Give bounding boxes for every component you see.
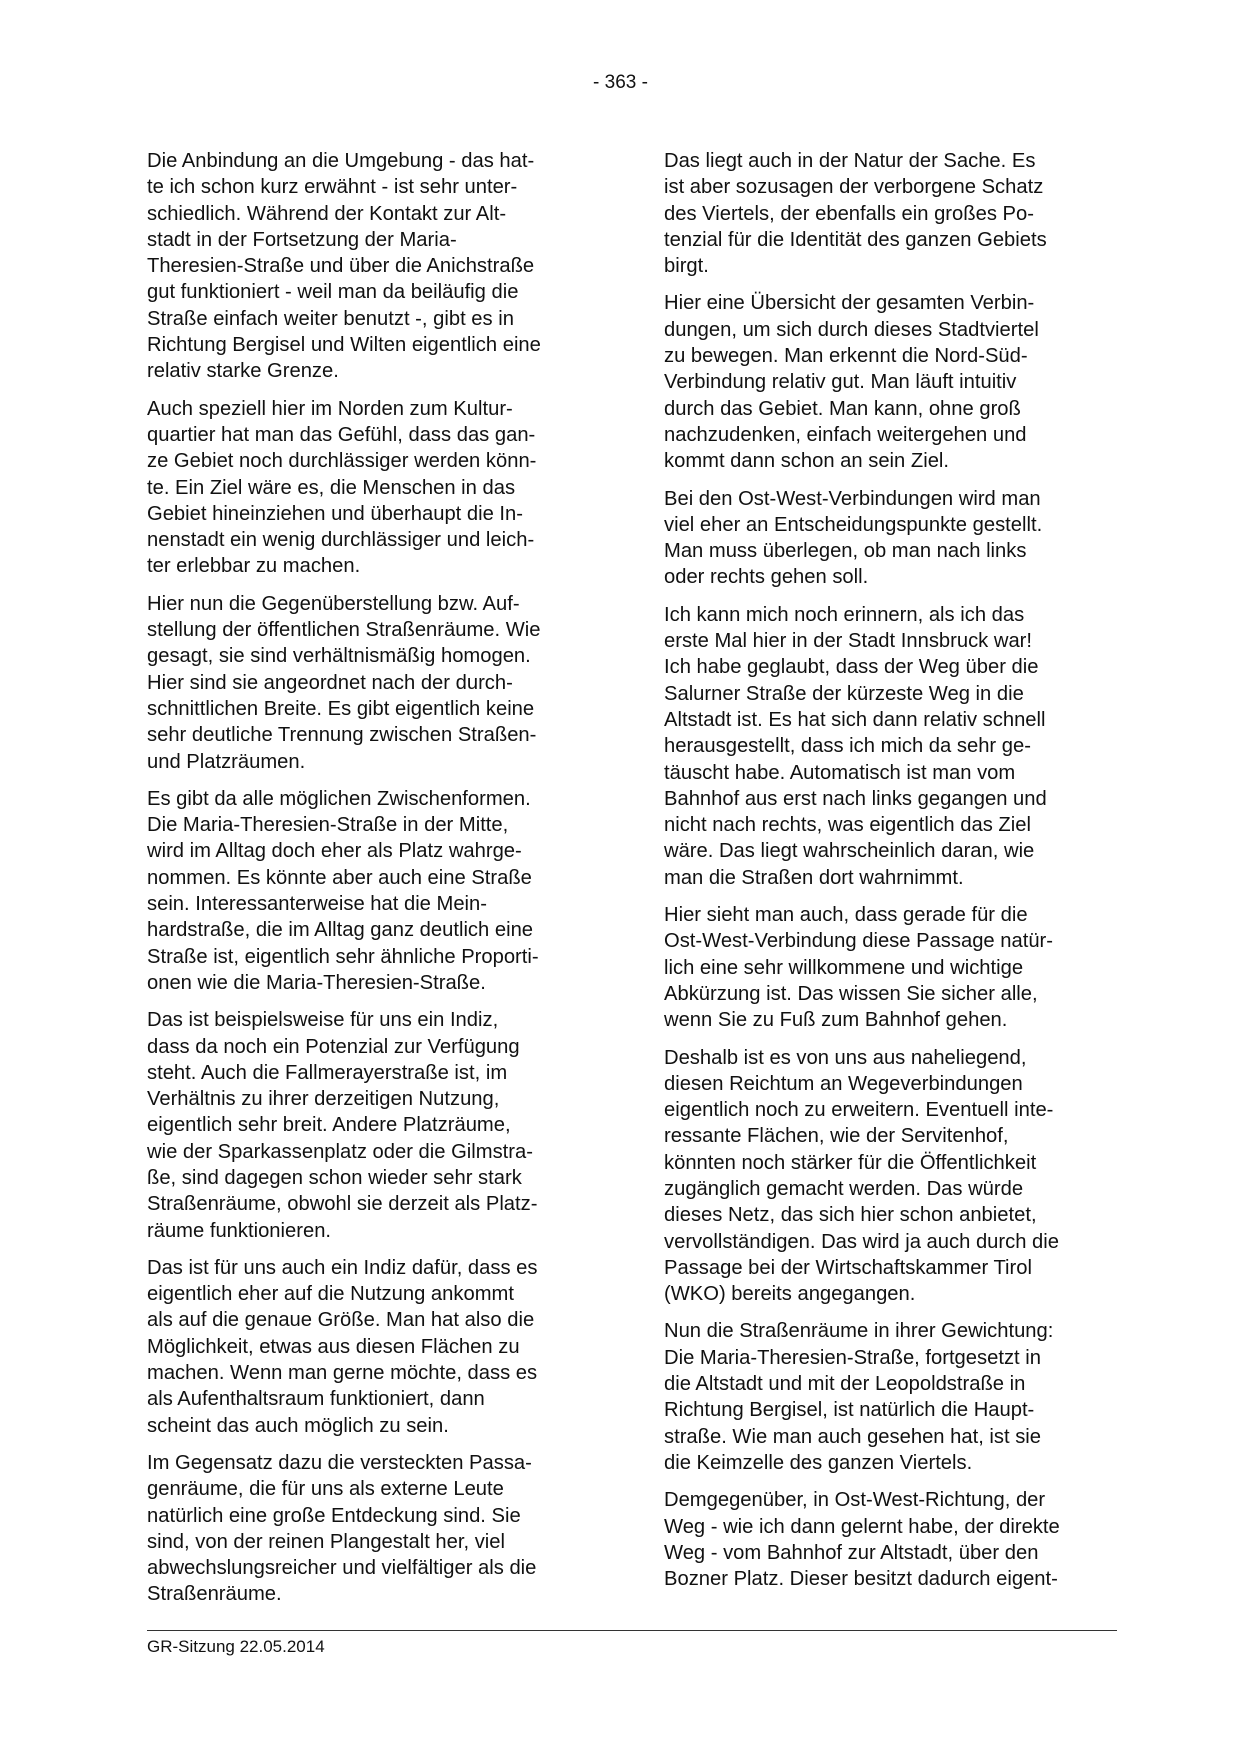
left-column xyxy=(147,148,597,1619)
footer-session-date: GR-Sitzung 22.05.2014 xyxy=(147,1637,325,1656)
paragraph: Im Gegensatz dazu die versteckten Passa- genräume, die für uns als externe Leute natürlich eine große Entdeckung sind. Sie sind, von der reinen Plangestalt her, viel abwechslungsreicher und vielfältiger als die Straßenräume. xyxy=(147,1451,537,1606)
paragraph: Hier eine Übersicht der gesamten Verbin- dungen, um sich durch dieses Stadtviertel zu bewegen. Man erkennt die Nord-Süd- Verbindung relativ gut. Man läuft intuitiv durch das Gebiet. Man kann, ohne groß nachzudenken, einfach weitergehen und kommt dann schon an sein Ziel. xyxy=(664,292,1039,473)
paragraph: Das ist für uns auch ein Indiz dafür, dass es eigentlich eher auf die Nutzung ankommt als auf die genaue Größe. Man hat also die Möglichkeit, etwas aus diesen Flächen zu machen. Wenn man gerne möchte, dass es als Aufenthaltsraum funktioniert, dann scheint das auch möglich zu sein. xyxy=(147,1256,538,1437)
paragraph: Bei den Ost-West-Verbindungen wird man viel eher an Entscheidungspunkte gestellt. Man muss überlegen, ob man nach links oder rechts gehen soll. xyxy=(664,487,1043,589)
paragraph: Hier nun die Gegenüberstellung bzw. Auf- stellung der öffentlichen Straßenräume. Wie gesagt, sie sind verhältnismäßig homogen. Hier sind sie angeordnet nach der durch- schnittlichen Breite. Es gibt eigentlich keine sehr deutliche Trennung zwischen Straßen- und Platzräumen. xyxy=(147,592,541,773)
paragraph: Nun die Straßenräume in ihrer Gewichtung: Die Maria-Theresien-Straße, fortgesetzt in die Altstadt und mit der Leopoldstraße in Richtung Bergisel, ist natürlich die Haupt- straße. Wie man auch gesehen hat, ist sie die Keimzelle des ganzen Viertels. xyxy=(664,1320,1054,1474)
paragraph: Deshalb ist es von uns aus naheliegend, diesen Reichtum an Wegeverbindungen eigentlich noch zu erweitern. Eventuell inte- ressante Flächen, wie der Servitenhof, könnten noch stärker für die Öffentlichkeit zugänglich gemacht werden. Das würde dieses Netz, das sich hier schon anbietet, vervollständigen. Das wird ja auch durch die Passage bei der Wirtschaftskammer Tirol (WKO) bereits angegangen. xyxy=(664,1046,1059,1306)
page-number: - 363 - xyxy=(593,72,648,93)
footer-divider xyxy=(147,1630,1117,1631)
paragraph: Ich kann mich noch erinnern, als ich das erste Mal hier in der Stadt Innsbruck war! Ich habe geglaubt, dass der Weg über die Salurner Straße der kürzeste Weg in die Altstadt ist. Es hat sich dann relativ schnell herausgestellt, dass ich mich da sehr ge- täuscht habe. Automatisch ist man vom Bahnhof aus erst nach links gegangen und nicht nach rechts, was eigentlich das Ziel wäre. Das liegt wahrscheinlich daran, wie man die Straßen dort wahrnimmt. xyxy=(664,603,1047,889)
paragraph: Demgegenüber, in Ost-West-Richtung, der Weg - wie ich dann gelernt habe, der direkte Weg - vom Bahnhof zur Altstadt, über den Bozner Platz. Dieser besitzt dadurch eigent- xyxy=(664,1489,1060,1591)
paragraph: Das ist beispielsweise für uns ein Indiz, dass da noch ein Potenzial zur Verfügung steht. Auch die Fallmerayerstraße ist, im Verhältnis zu ihrer derzeitigen Nutzung, eigentlich sehr breit. Andere Platzräume, wie der Sparkassenplatz oder die Gilmstra- ße, sind dagegen schon wieder sehr stark Straßenräume, obwohl sie derzeit als Platz- räume funktionieren. xyxy=(147,1009,538,1242)
paragraph: Das liegt auch in der Natur der Sache. Es ist aber sozusagen der verborgene Schatz des Viertels, der ebenfalls ein großes Po- tenzial für die Identität des ganzen Gebiets birgt. xyxy=(664,150,1047,278)
paragraph: Es gibt da alle möglichen Zwischenformen. Die Maria-Theresien-Straße in der Mitte, wird im Alltag doch eher als Platz wahrge- nommen. Es könnte aber auch eine Straße sein. Interessanterweise hat die Mein- hardstraße, die im Alltag ganz deutlich eine Straße ist, eigentlich sehr ähnliche Proporti- onen wie die Maria-Theresien-Straße. xyxy=(147,787,539,994)
paragraph: Auch speziell hier im Norden zum Kultur- quartier hat man das Gefühl, dass das gan- ze Gebiet noch durchlässiger werden könn- te. Ein Ziel wäre es, die Menschen in das Gebiet hineinziehen und überhaupt die In- nenstadt ein wenig durchlässiger und leich- ter erlebbar zu machen. xyxy=(147,397,537,578)
paragraph: Hier sieht man auch, dass gerade für die Ost-West-Verbindung diese Passage natür- lich eine sehr willkommene und wichtige Abkürzung ist. Das wissen Sie sicher alle, wenn Sie zu Fuß zum Bahnhof gehen. xyxy=(664,904,1054,1032)
right-column xyxy=(664,148,1119,1603)
paragraph: Die Anbindung an die Umgebung - das hat- te ich schon kurz erwähnt - ist sehr unter- schiedlich. Während der Kontakt zur Alt- stadt in der Fortsetzung der Maria- Theresien-Straße und über die Anichstraße gut funktioniert - weil man da beiläufig die Straße einfach weiter benutzt -, gibt es in Richtung Bergisel und Wilten eigentlich eine relativ starke Grenze. xyxy=(147,150,541,383)
